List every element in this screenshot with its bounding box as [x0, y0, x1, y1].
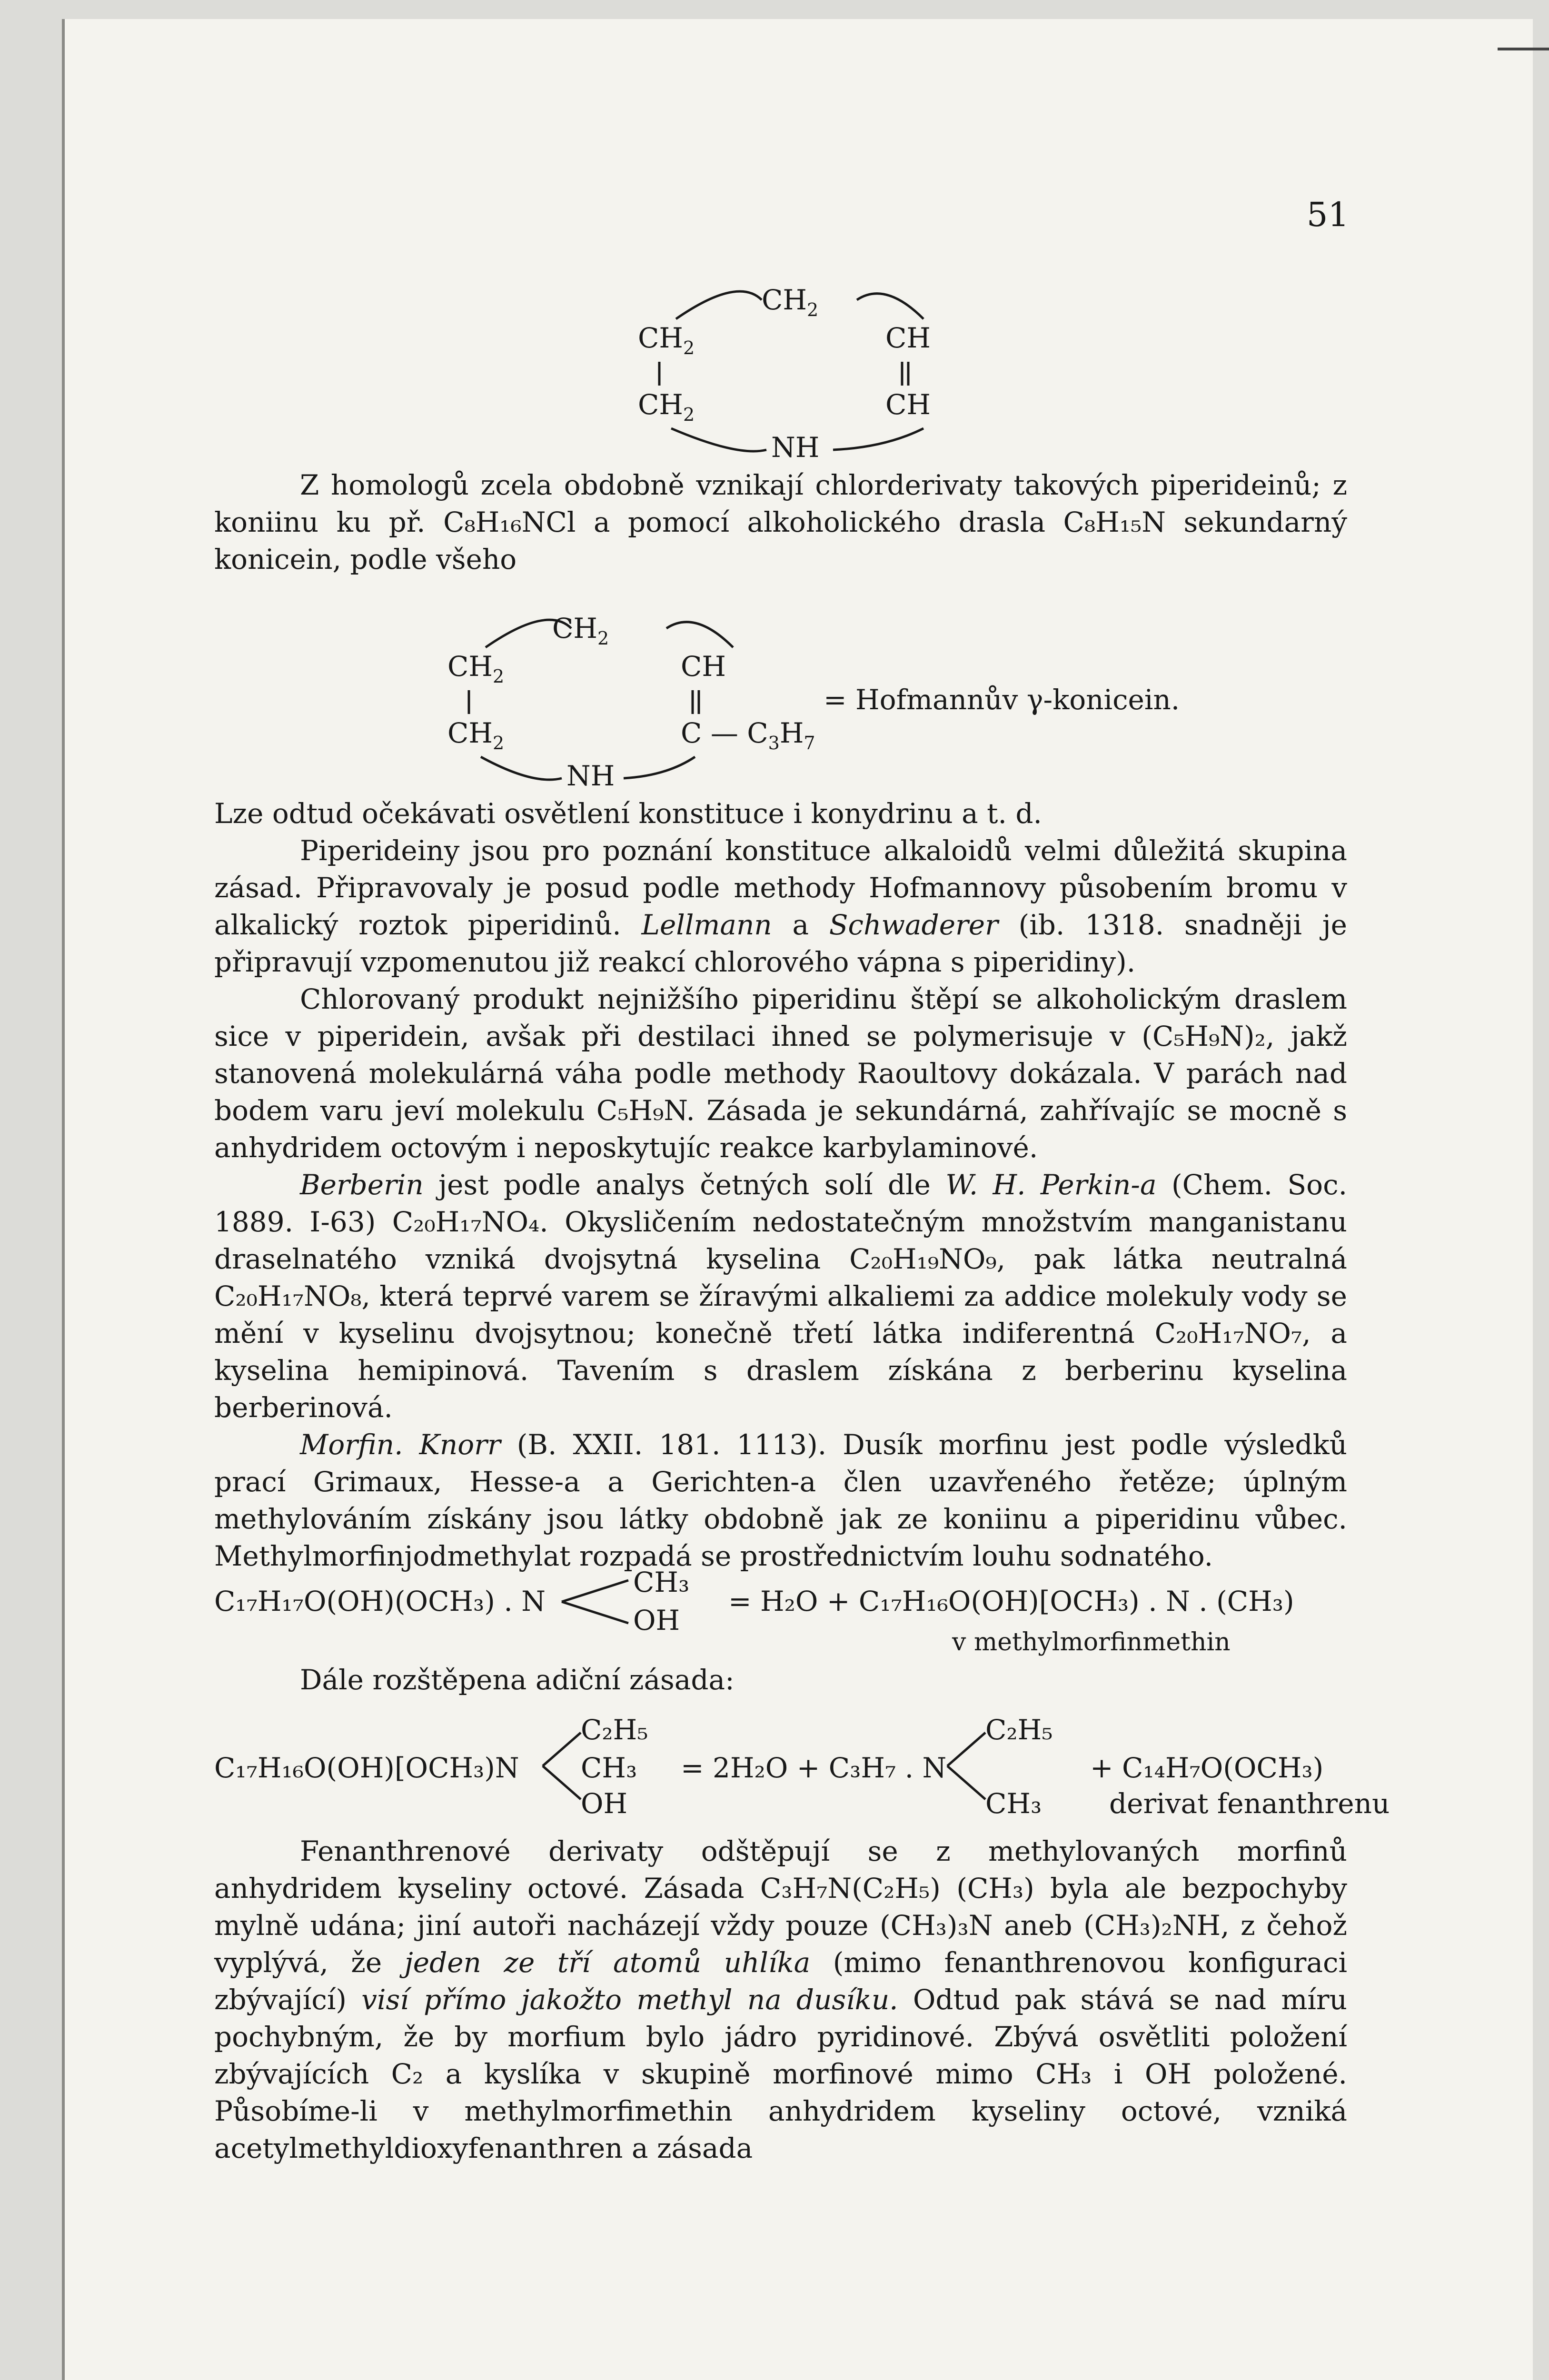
f2-left-upper: $CH_2$ — [447, 650, 505, 687]
paragraph-8-wrap — [214, 1833, 1347, 2167]
paragraph-7-wrap — [214, 1661, 1347, 1698]
paragraph-1: Z homologů zcela obdobně vznikají chlorderivaty takových piperideinů; z koniinu ku př. C₈H₁₆NCl a pomocí alkoholického drasla C₈H₁₅N sekundarný konicein, podle všeho — [214, 469, 1347, 575]
page-number: 51 — [1306, 195, 1349, 234]
f2-top: $CH_2$ — [552, 612, 609, 649]
paragraph-3: Piperideiny jsou pro poznání konstituce alkaloidů velmi důležitá skupina zásad. Připravovaly je posud podle methody Hofmannovy působením bromu v alkalický roztok piperidinů. Lellmann a Schwaderer (ib. 1318. snadněji je připravují vzpomenutou již reakcí chlorového vápna s piperidiny). — [214, 834, 1348, 978]
main-text — [214, 795, 1347, 1575]
paragraph-8: Fenanthrenové derivaty odštěpují se z methylovaných morfinů anhydridem kyseliny octové. Zásada C₃H₇N(C₂H₅) (CH₃) byla ale bezpochyby mylně udána; jiní autoři nacházejí vždy pouze (CH₃)₃N aneb (CH₃)₂NH, z čehož vyplývá, že jeden ze tří atomů uhlíka (mimo fenanthrenovou konfiguraci zbývající) visí přímo jakožto methyl na dusíku. Odtud pak stává se nad míru pochybným, že by morfium bylo jádro pyridinové. Zbývá osvětliti položení zbývajících C₂ a kyslíka v skupině morfinové mimo CH₃ i OH položené. Působíme-li v methylmorfimethin anhydridem kyseliny octové, vzniká acetylmethyldioxyfenanthren a zásada — [214, 1835, 1348, 2164]
f2-right-upper: CH — [681, 650, 726, 683]
f2-left-lower: $CH_2$ — [447, 717, 505, 754]
paragraph-4: Chlorovaný produkt nejnižšího piperidinu štěpí se alkoholickým draslem sice v piperidein, avšak při destilaci ihned se polymerisuje v (C₅H₉N)₂, jakž stanovená molekulárná váha podle methody Raoultovy dokázala. V parách nad bodem varu jeví molekulu C₅H₉N. Zásada je sekundárná, zahřívajíc se mocně s anhydridem octovým i neposkytujíc reakce karbylaminové. — [214, 983, 1347, 1164]
equation-1: C₁₇H₁₇O(OH)(OCH₃) . N CH₃ OH = H₂O + C₁₇H₁₆O(OH)[OCH₃) . N . (CH₃) v methylmorfinmethin — [214, 1566, 1294, 1656]
f1-right-upper: CH — [885, 322, 931, 354]
paragraph-6: Morfin. Knorr (B. XXII. 181. 1113). Dusík morfinu jest podle výsledků prací Grimaux, Hesse-a a Gerichten-a člen uzavřeného řetěze; úplným methylováním získány jsou látky obdobně jak ze koniinu a piperidinu vůbec. Methylmorfinjodmethylat rozpadá se prostřednictvím louhu sodnatého. — [214, 1428, 1348, 1572]
structural-formula-konicein — [428, 595, 1333, 795]
f1-bottom: NH — [771, 431, 820, 464]
paragraph-2: Lze odtud očekávati osvětlení konstituce i konydrinu a t. d. — [214, 797, 1042, 830]
f1-top: $CH_2$ — [762, 284, 819, 320]
paragraph-7: Dále rozštěpena adiční zásada: — [300, 1664, 735, 1696]
equation-2: C₁₇H₁₆O(OH)[OCH₃)N C₂H₅ CH₃ OH = 2H₂O + C₃H₇ . N C₂H₅ CH₃ + C₁₄H₇O(OCH₃) derivat fenanthrenu — [214, 1714, 1390, 1820]
f2-bottom: NH — [566, 760, 615, 792]
structural-formula-piperidein — [619, 267, 962, 466]
f2-right-lower: C — $C_3H_7$ — [681, 717, 815, 754]
paragraph-5: Berberin jest podle analys četných solí dle W. H. Perkin-a (Chem. Soc. 1889. I-63) C₂₀H₁₇NO₄. Okysličením nedostatečným množstvím manganistanu draselnatého vzniká dvojsytná kyselina C₂₀H₁₉NO₉, pak látka neutralná C₂₀H₁₇NO₈, která teprvé varem se žíravými alkaliemi za addice molekuly vody se mění v kyselinu dvojsytnou; konečně třetí látka indiferentná C₂₀H₁₇NO₇, a kyselina hemipinová. Tavením s draslem získána z berberinu kyselina berberinová. — [214, 1169, 1348, 1424]
f1-right-lower: CH — [885, 388, 931, 421]
f1-left-lower: $CH_2$ — [638, 388, 695, 425]
f2-label: = Hofmannův γ-konicein. — [824, 684, 1180, 716]
margin-mark — [1498, 48, 1549, 50]
f1-left-upper: $CH_2$ — [638, 322, 695, 358]
